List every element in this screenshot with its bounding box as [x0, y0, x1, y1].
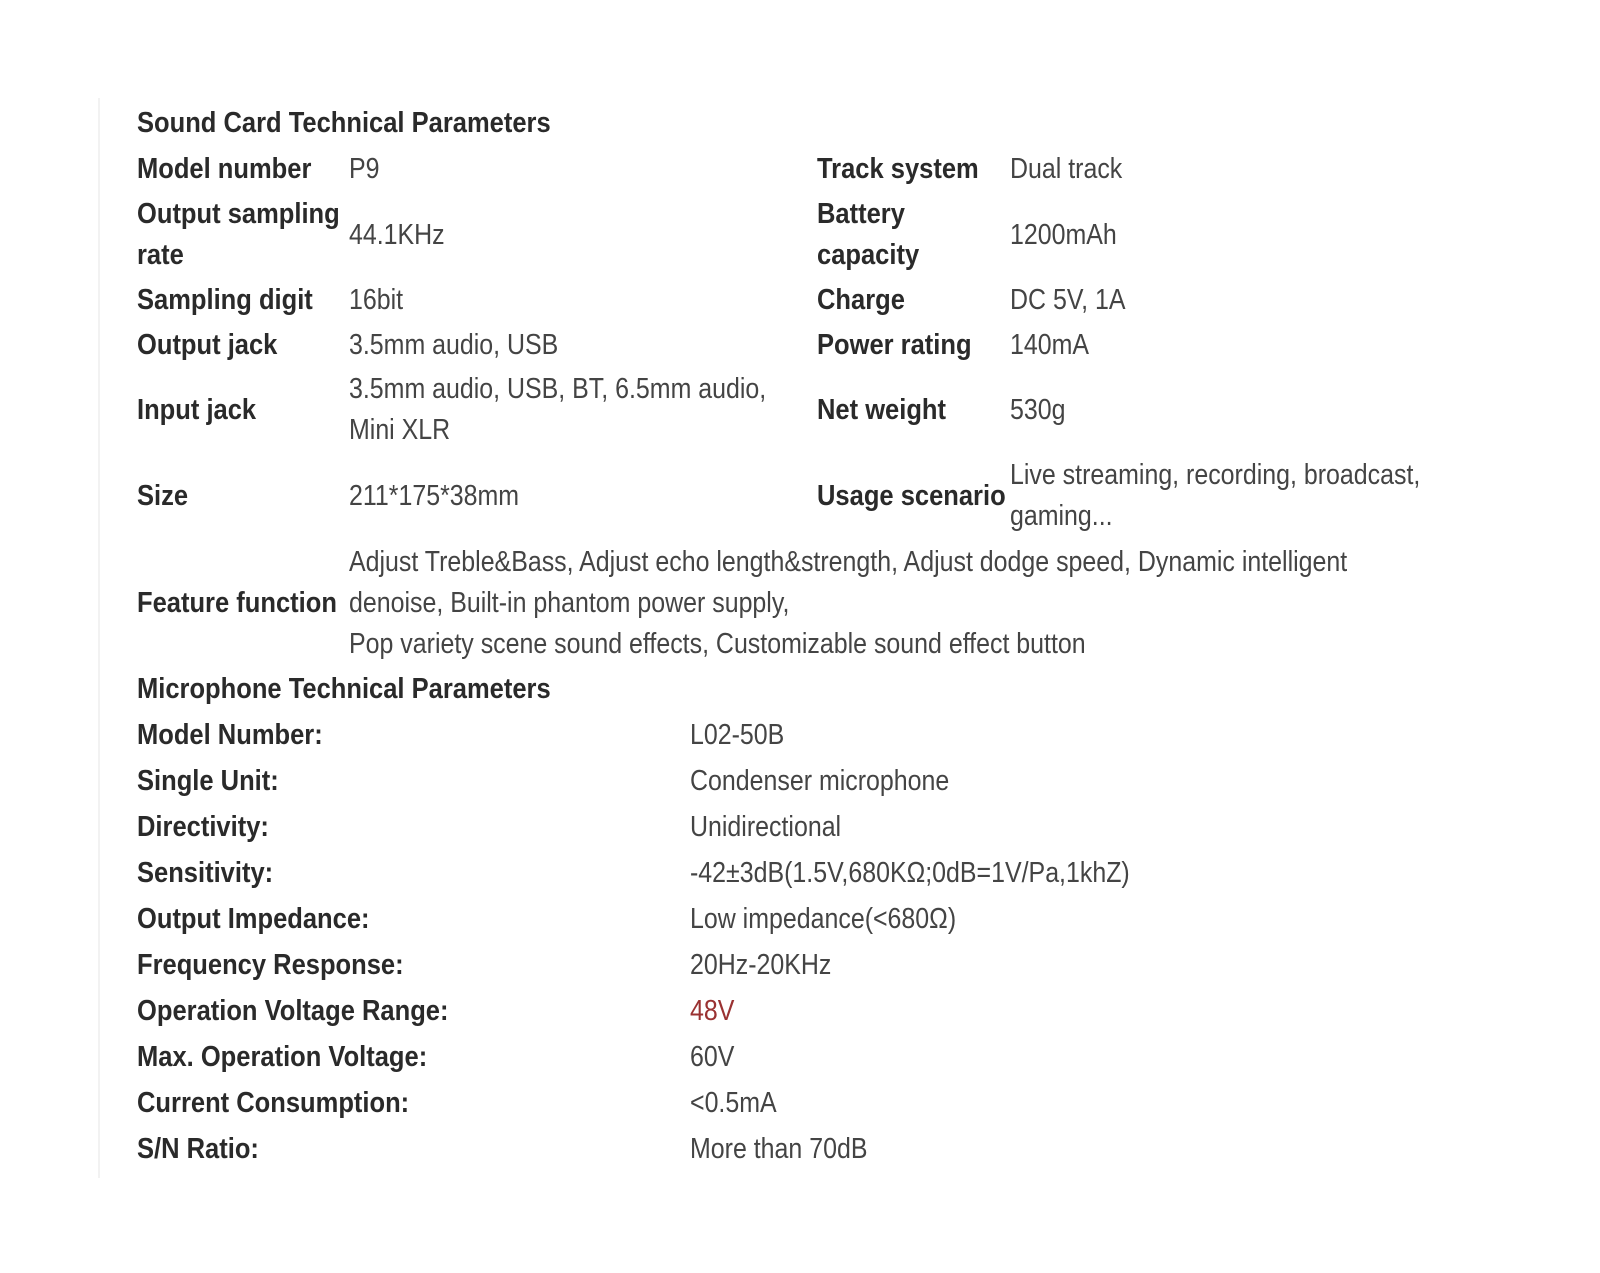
- mic-spec-value-highlight: 48V: [690, 994, 735, 1027]
- sound-card-heading: Sound Card Technical Parameters: [137, 107, 551, 139]
- mic-spec-label: Current Consumption:: [137, 1086, 410, 1119]
- spec-value: 3.5mm audio, USB: [349, 328, 559, 361]
- spec-label: Size: [137, 479, 189, 512]
- mic-spec-value: Condenser microphone: [690, 764, 950, 797]
- spec-row: [137, 192, 1477, 278]
- mic-spec-label: Frequency Response:: [137, 948, 404, 981]
- spec-value: 1200mAh: [1010, 218, 1117, 251]
- mic-spec-row: [137, 1126, 1477, 1172]
- left-edge-divider: [98, 98, 100, 1178]
- mic-spec-row: [137, 804, 1477, 850]
- spec-label: Charge: [817, 283, 905, 316]
- mic-spec-label: Directivity:: [137, 810, 269, 843]
- mic-spec-row: [137, 850, 1477, 896]
- spec-value: 44.1KHz: [349, 218, 445, 251]
- spec-label: Track system: [817, 152, 979, 185]
- spec-label: Input jack: [137, 393, 257, 426]
- feature-line: Pop variety scene sound effects, Customizable sound effect button: [349, 627, 1086, 660]
- spec-label: Power rating: [817, 328, 972, 361]
- spec-label: Output sampling rate: [137, 198, 340, 271]
- spec-value: 211*175*38mm: [349, 479, 520, 512]
- feature-row: [137, 540, 1477, 666]
- spec-label: Battery capacity: [817, 198, 920, 271]
- mic-spec-row: [137, 1034, 1477, 1080]
- mic-spec-row: [137, 758, 1477, 804]
- spec-value: 16bit: [349, 283, 404, 316]
- spec-value: 530g: [1010, 393, 1066, 426]
- mic-spec-label: Sensitivity:: [137, 856, 274, 889]
- spec-value: P9: [349, 152, 380, 185]
- mic-spec-label: S/N Ratio:: [137, 1132, 259, 1165]
- spec-document: [137, 100, 1477, 1172]
- mic-spec-label: Operation Voltage Range:: [137, 994, 449, 1027]
- sound-card-spec-table: [137, 146, 1477, 666]
- mic-spec-value: <0.5mA: [690, 1086, 777, 1119]
- mic-spec-label: Output Impedance:: [137, 902, 370, 935]
- feature-line: Adjust Treble&Bass, Adjust echo length&strength, Adjust dodge speed, Dynamic intelligent: [349, 545, 1348, 578]
- spec-value: Live streaming, recording, broadcast, gaming...: [1010, 459, 1421, 532]
- mic-spec-row: [137, 712, 1477, 758]
- spec-label: Sampling digit: [137, 283, 313, 316]
- mic-spec-value: More than 70dB: [690, 1132, 868, 1165]
- spec-row: [137, 278, 1477, 322]
- spec-label: Model number: [137, 152, 312, 185]
- feature-line: denoise, Built-in phantom power supply,: [349, 586, 790, 619]
- spec-row: [137, 452, 1477, 540]
- mic-spec-label: Max. Operation Voltage:: [137, 1040, 428, 1073]
- spec-row: [137, 146, 1477, 192]
- spec-row: [137, 322, 1477, 368]
- mic-spec-value: Unidirectional: [690, 810, 842, 843]
- mic-spec-row: [137, 1080, 1477, 1126]
- spec-value: 3.5mm audio, USB, BT, 6.5mm audio, Mini XLR: [349, 373, 767, 446]
- mic-spec-value: 60V: [690, 1040, 735, 1073]
- spec-label: Net weight: [817, 393, 947, 426]
- mic-spec-row: [137, 988, 1477, 1034]
- spec-label: Output jack: [137, 328, 278, 361]
- mic-spec-label: Model Number:: [137, 718, 323, 751]
- microphone-spec-table: [137, 712, 1477, 1172]
- mic-spec-value: 20Hz-20KHz: [690, 948, 832, 981]
- spec-value: 140mA: [1010, 328, 1090, 361]
- spec-value: DC 5V, 1A: [1010, 283, 1126, 316]
- mic-spec-label: Single Unit:: [137, 764, 279, 797]
- spec-row: [137, 368, 1477, 452]
- mic-spec-row: [137, 896, 1477, 942]
- mic-spec-value: L02-50B: [690, 718, 785, 751]
- mic-spec-row: [137, 942, 1477, 988]
- spec-label: Usage scenario: [817, 479, 1006, 512]
- spec-value: Dual track: [1010, 152, 1123, 185]
- mic-spec-value: -42±3dB(1.5V,680KΩ;0dB=1V/Pa,1khZ): [690, 856, 1130, 889]
- mic-spec-value: Low impedance(<680Ω): [690, 902, 957, 935]
- spec-label: Feature function: [137, 586, 337, 619]
- microphone-heading: Microphone Technical Parameters: [137, 673, 551, 705]
